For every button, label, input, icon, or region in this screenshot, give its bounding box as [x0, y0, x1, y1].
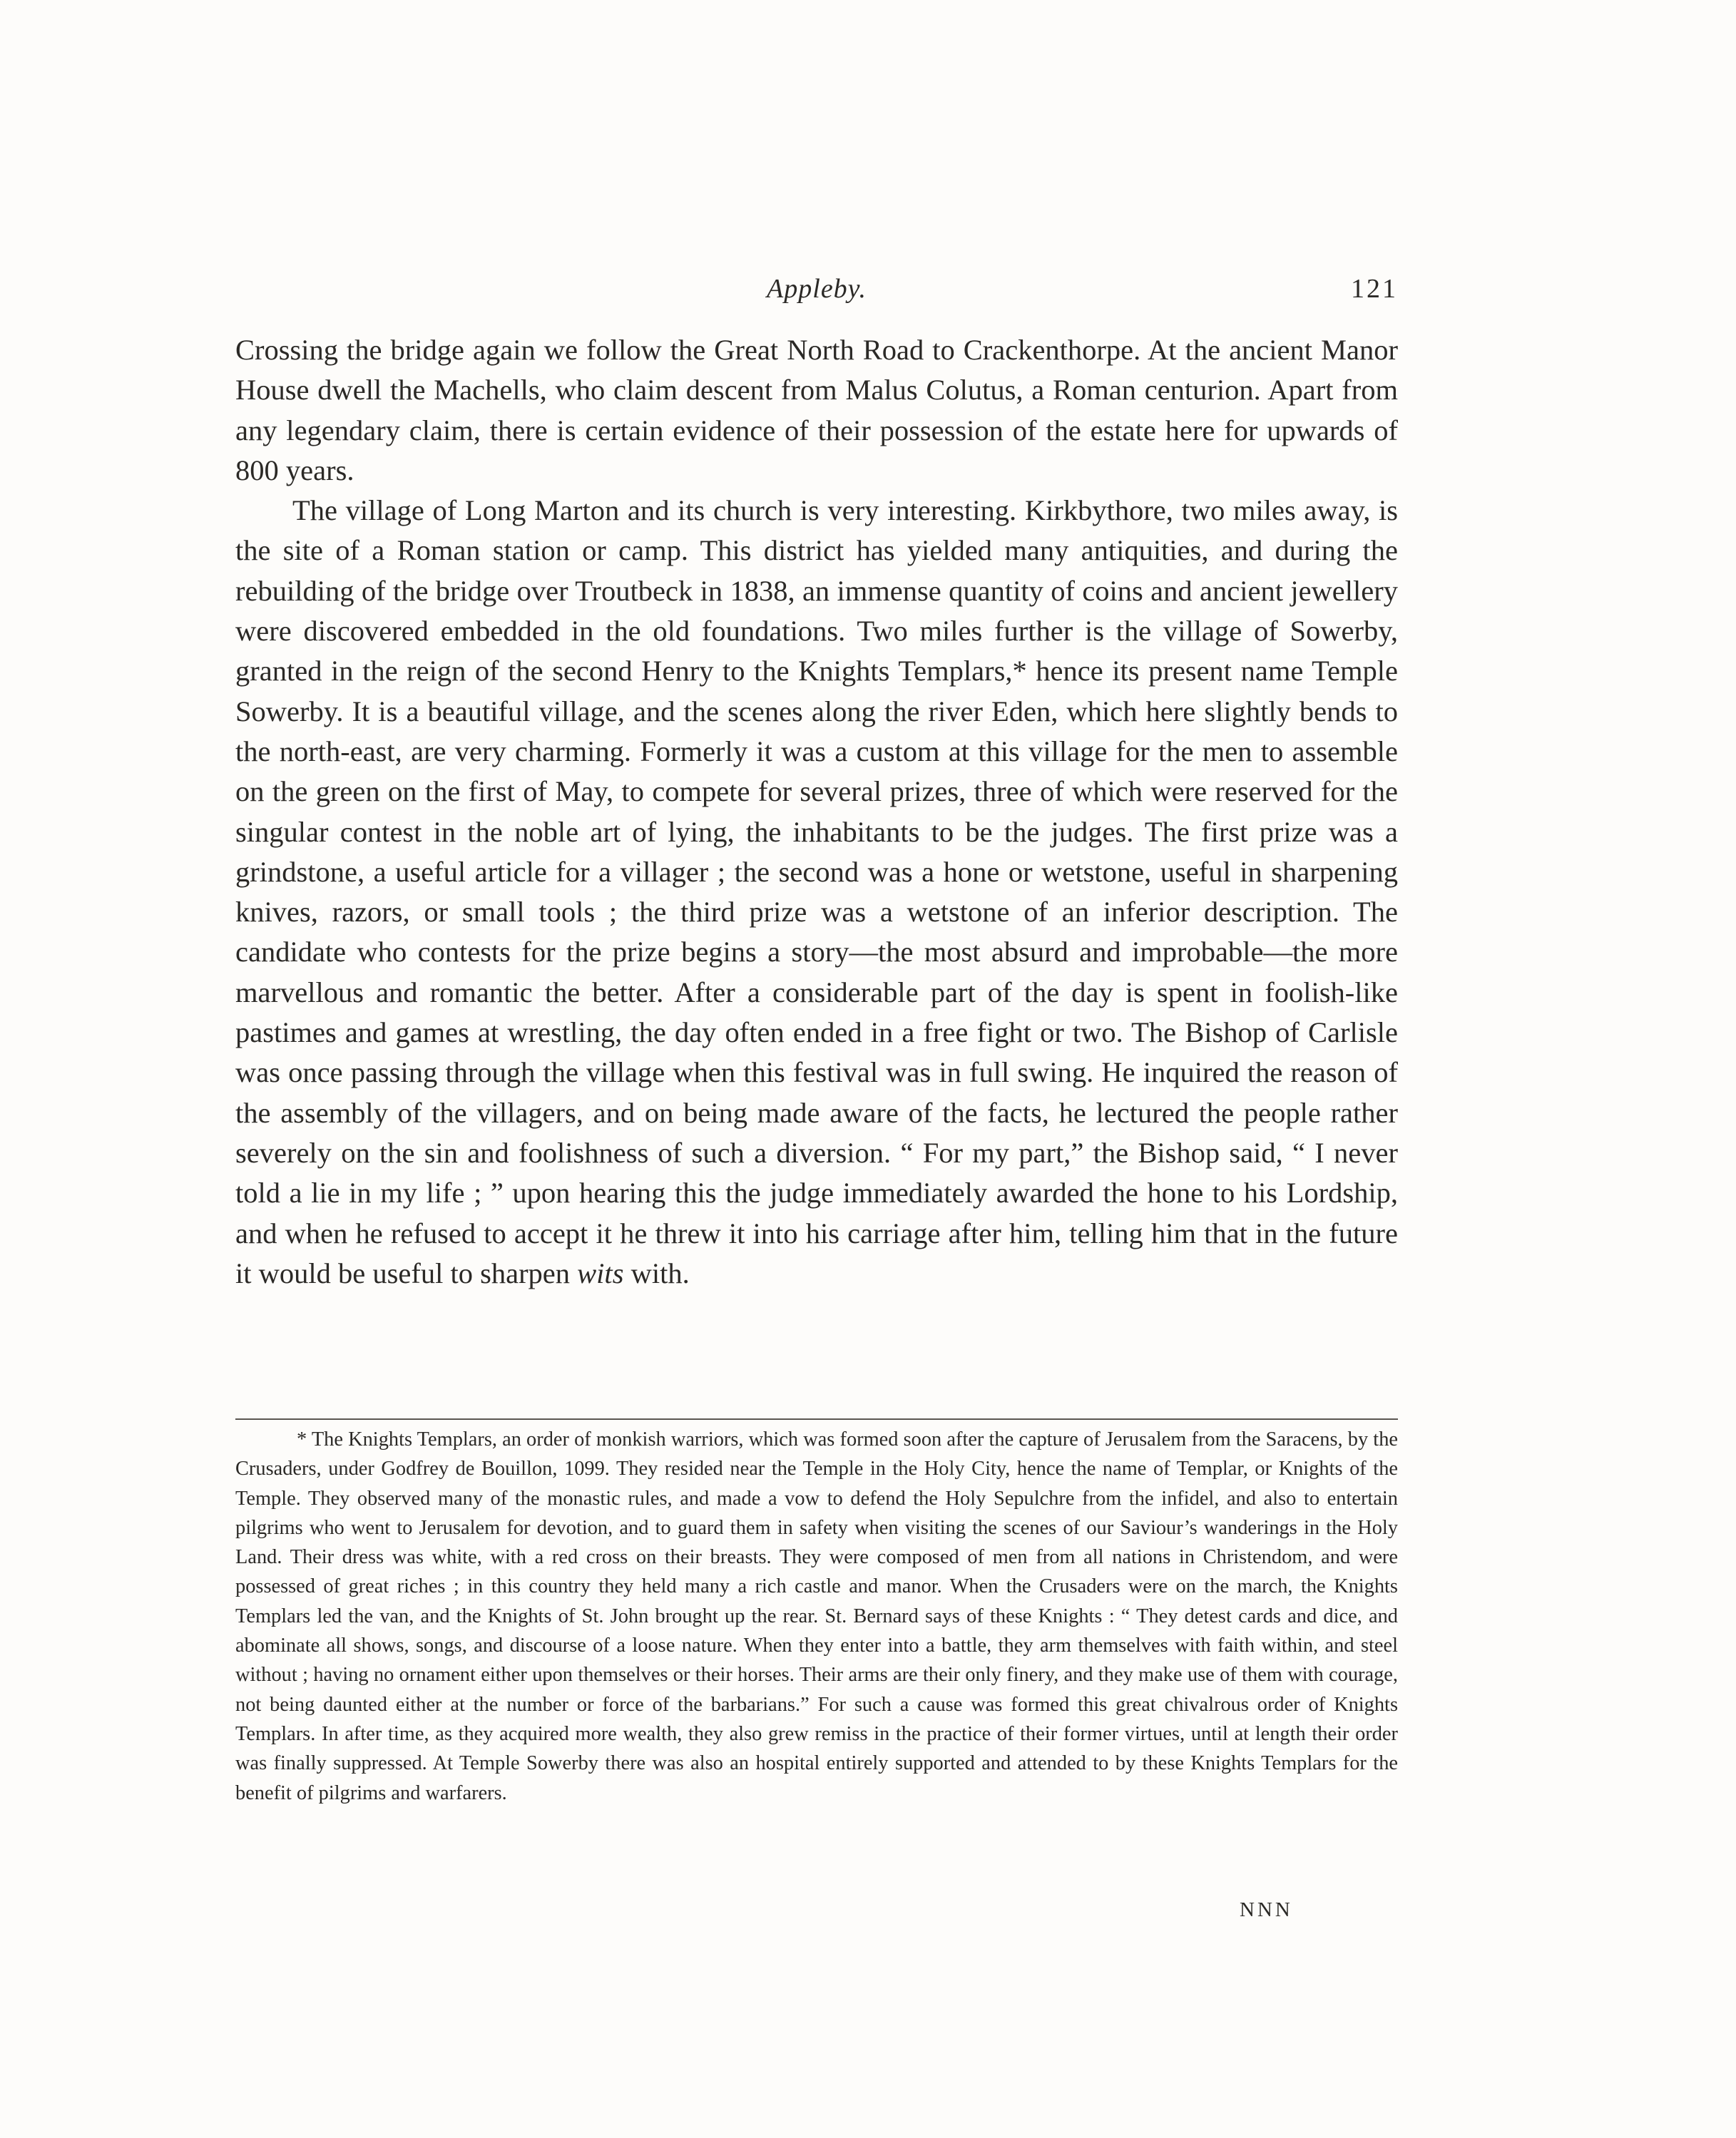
- paragraph-2-ending: with.: [623, 1257, 690, 1289]
- paragraph-1: Crossing the bridge again we follow the Great North Road to Crackenthorpe. At the ancient Manor House dwell the Machells, who claim descent from Malus Colutus, a Roman centurion. Apart from any legendary claim, there is certain evidence of their possession of the estate here for upwards of 800 years.: [235, 334, 1398, 486]
- paragraph-2: [235, 491, 1398, 1294]
- body-text: [235, 330, 1398, 1294]
- running-title: Appleby.: [767, 274, 867, 304]
- paragraph-2-italic-word: wits: [577, 1257, 624, 1289]
- footnote-rule: [235, 1418, 1398, 1420]
- signature-mark: NNN: [1240, 1898, 1293, 1921]
- paragraph-2-text: The village of Long Marton and its church is very interesting. Kirkbythore, two miles away, is the site of a Roman station or camp. This district has yielded many antiquities, and during the rebuilding of the bridge over Troutbeck in 1838, an immense quantity of coins and ancient jewellery were discovered embedded in the old foundations. Two miles further is the village of Sowerby, granted in the reign of the second Henry to the Knights Templars,* hence its present name Temple Sowerby. It is a beautiful village, and the scenes along the river Eden, which here slightly bends to the north-east, are very charming. Formerly it was a custom at this village for the men to assemble on the green on the first of May, to compete for several prizes, three of which were reserved for the singular contest in the noble art of lying, the inhabitants to be the judges. The first prize was a grindstone, a useful article for a villager ; the second was a hone or wetstone, useful in sharpening knives, razors, or small tools ; the third prize was a wetstone of an inferior description. The candidate who contests for the prize begins a story—the most absurd and improbable—the more marvellous and romantic the better. After a considerable part of the day is spent in foolish-like pastimes and games at wrestling, the day often ended in a free fight or two. The Bishop of Carlisle was once passing through the village when this festival was in full swing. He inquired the reason of the assembly of the villagers, and on being made aware of the facts, he lectured the people rather severely on the sin and foolishness of such a diversion. “ For my part,” the Bishop said, “ I never told a lie in my life ; ” upon hearing this the judge immediately awarded the hone to his Lordship, and when he refused to accept it he threw it into his carriage after him, telling him that in the future it would be useful to sharpen: [235, 494, 1398, 1289]
- running-head: [235, 273, 1398, 313]
- page-number: 121: [1351, 274, 1398, 304]
- footnote: * The Knights Templars, an order of monkish warriors, which was formed soon after the capture of Jerusalem from the Saracens, by the Crusaders, under Godfrey de Bouillon, 1099. They resided near the Temple in the Holy City, hence the name of Templar, or Knights of the Temple. They observed many of the monastic rules, and made a vow to defend the Holy Sepulchre from the infidel, and also to entertain pilgrims who went to Jerusalem for devotion, and to guard them in safety when visiting the scenes of our Saviour’s wanderings in the Holy Land. Their dress was white, with a red cross on their breasts. They were composed of men from all nations in Christendom, and were possessed of great riches ; in this country they held many a rich castle and manor. When the Crusaders were on the march, the Knights Templars led the van, and the Knights of St. John brought up the rear. St. Bernard says of these Knights : “ They detest cards and dice, and abominate all shows, songs, and discourse of a loose nature. When they enter into a battle, they arm themselves with faith within, and steel without ; having no ornament either upon themselves or their horses. Their arms are their only finery, and they make use of them with courage, not being daunted either at the number or force of the barbarians.” For such a cause was formed this great chivalrous order of Knights Templars. In after time, as they acquired more wealth, they also grew remiss in the practice of their former virtues, until at length their order was finally suppressed. At Temple Sowerby there was also an hospital entirely supported and attended to by these Knights Templars for the benefit of pilgrims and warfarers.: [235, 1428, 1398, 1804]
